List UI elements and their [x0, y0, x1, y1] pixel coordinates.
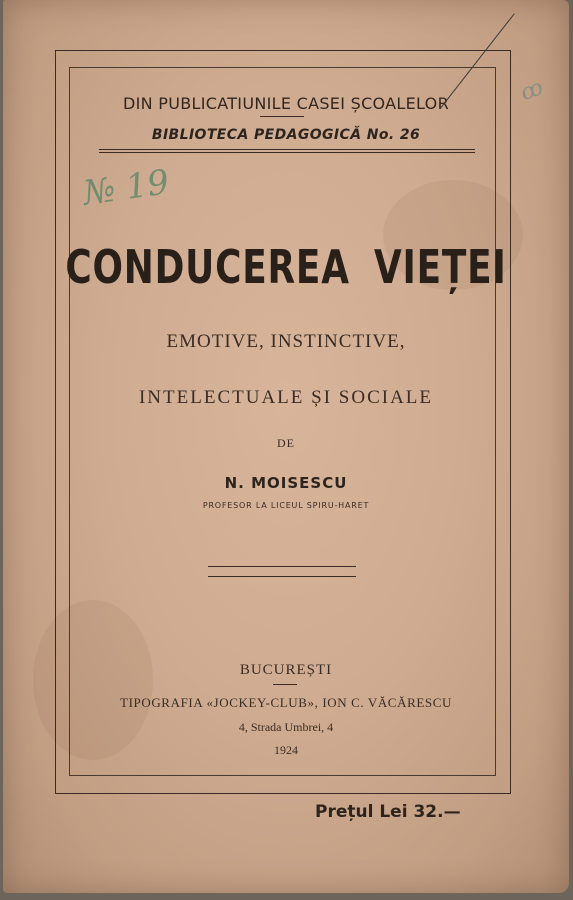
author-name: N. MOISESCU	[224, 474, 348, 492]
imprint-divider	[273, 684, 297, 685]
imprint-city: BUCUREȘTI	[239, 662, 333, 678]
imprint-address: 4, Strada Umbrei, 4	[238, 720, 334, 734]
imprint-year: 1924	[274, 743, 298, 757]
ornamental-rule	[208, 576, 356, 577]
series-divider	[260, 116, 304, 117]
price-label: Prețul Lei 32.—	[315, 802, 461, 822]
author-position: PROFESOR LA LICEUL SPIRU-HARET	[202, 501, 370, 510]
handwritten-catalog-number: № 19	[80, 162, 172, 214]
ornamental-rule	[208, 566, 356, 567]
series-collection-label: DIN PUBLICATIUNILE CASEI ȘCOALELOR	[123, 94, 449, 113]
subtitle-line-2: INTELECTUALE ȘI SOCIALE	[138, 387, 434, 408]
book-title: CONDUCEREA VIEȚEI	[65, 240, 507, 294]
pencil-scribble-mark: ꝏ	[517, 74, 547, 107]
library-series-label: BIBLIOTECA PEDAGOGICĂ No. 26	[151, 127, 421, 143]
subtitle-line-1: EMOTIVE, INSTINCTIVE,	[166, 331, 406, 352]
by-label: DE	[277, 436, 295, 450]
header-double-rule	[99, 152, 475, 153]
book-cover	[3, 0, 569, 893]
header-double-rule	[99, 149, 475, 150]
imprint-printer: TIPOGRAFIA «JOCKEY-CLUB», ION C. VĂCĂRESCU	[120, 695, 452, 710]
